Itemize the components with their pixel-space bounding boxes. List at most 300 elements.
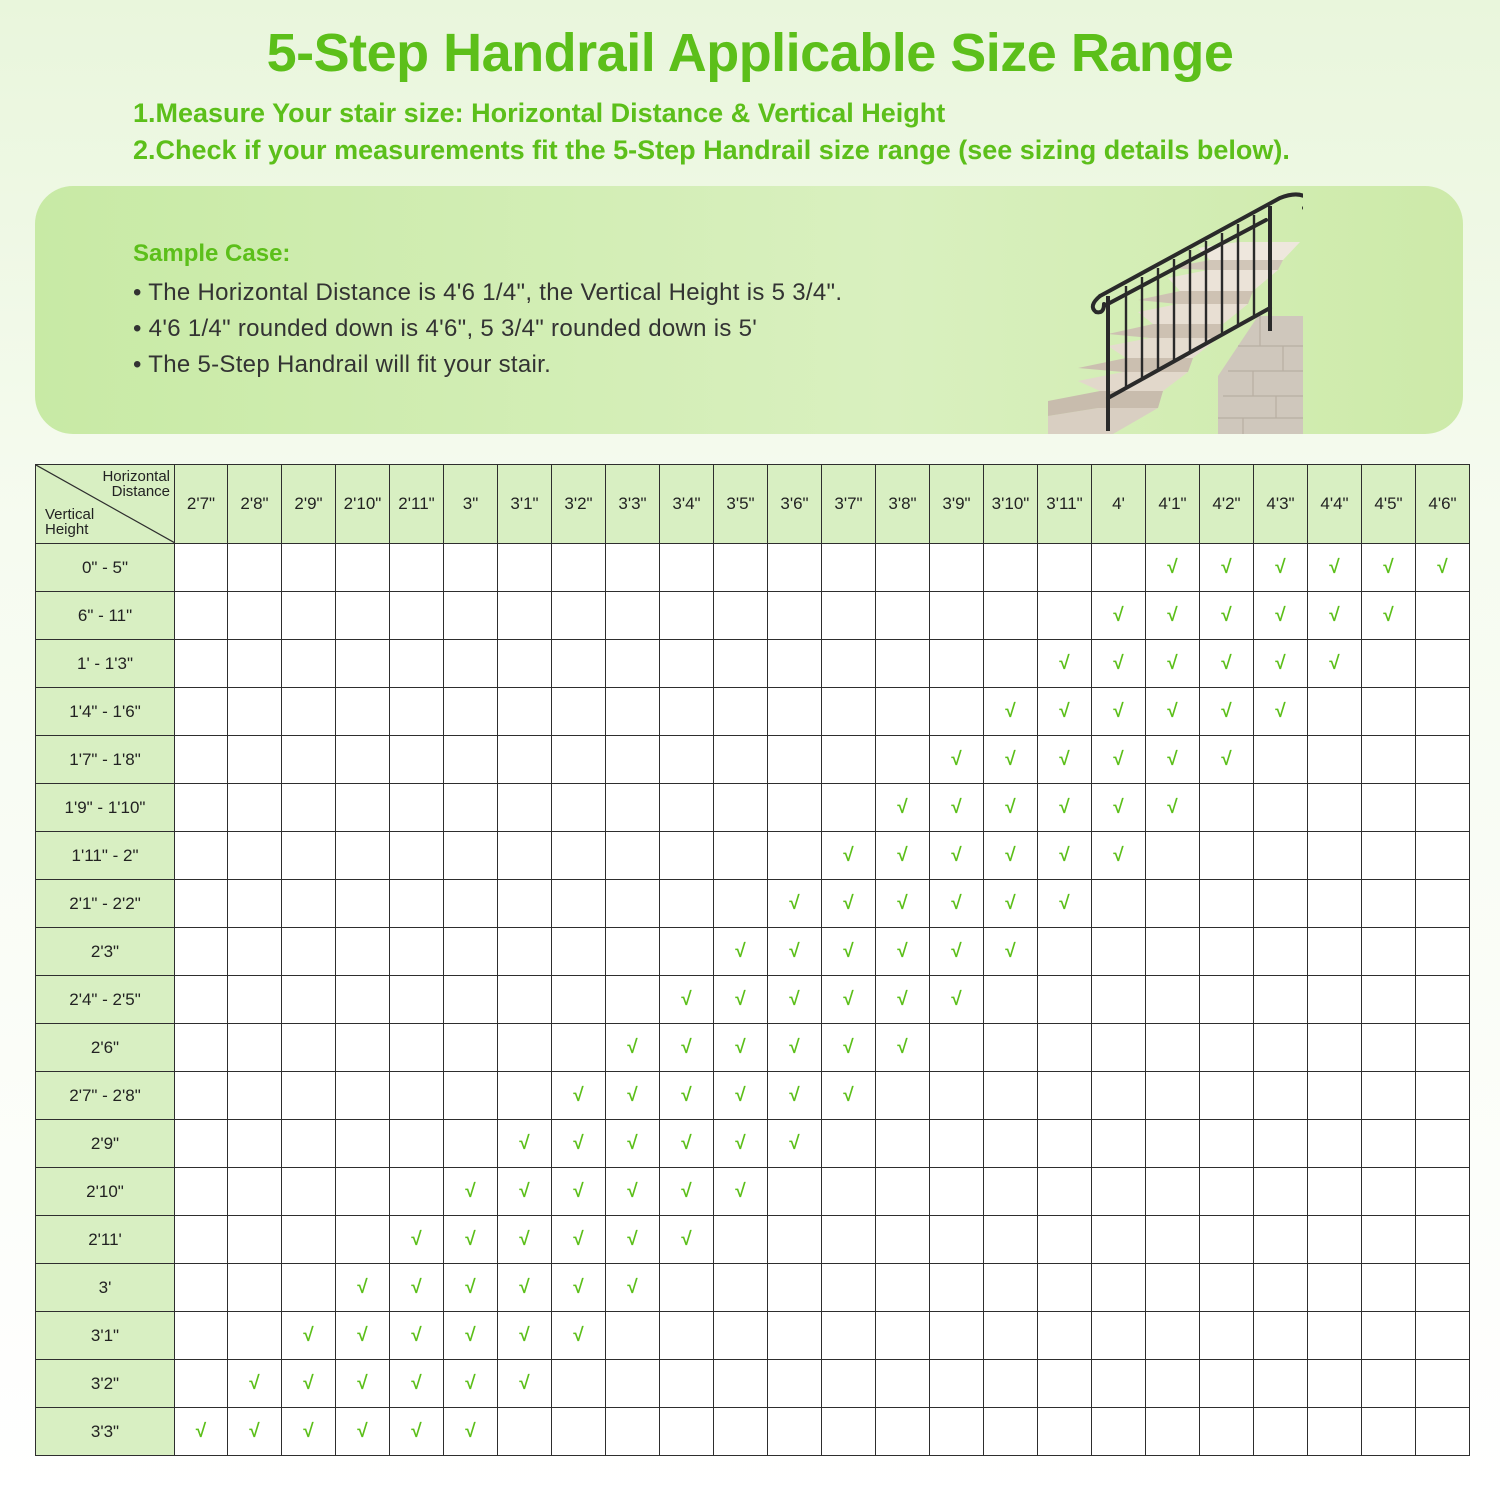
table-cell bbox=[660, 1312, 714, 1360]
table-cell bbox=[930, 1216, 984, 1264]
table-cell bbox=[390, 592, 444, 640]
table-cell bbox=[1092, 928, 1146, 976]
table-cell bbox=[660, 976, 714, 1024]
table-cell bbox=[1308, 784, 1362, 832]
table-cell bbox=[984, 688, 1038, 736]
table-cell bbox=[228, 880, 282, 928]
table-cell bbox=[1362, 880, 1416, 928]
table-cell bbox=[1416, 544, 1470, 592]
table-cell bbox=[336, 1120, 390, 1168]
table-cell bbox=[1146, 928, 1200, 976]
table-header-row bbox=[36, 465, 1470, 544]
table-cell bbox=[714, 1312, 768, 1360]
table-cell bbox=[175, 544, 228, 592]
table-row bbox=[36, 784, 1470, 832]
table-cell bbox=[606, 1360, 660, 1408]
column-header: 3'7" bbox=[822, 465, 876, 544]
table-cell bbox=[1308, 1120, 1362, 1168]
table-cell bbox=[1038, 1168, 1092, 1216]
table-cell bbox=[660, 1216, 714, 1264]
table-cell bbox=[390, 1360, 444, 1408]
table-cell bbox=[1308, 1264, 1362, 1312]
table-cell bbox=[876, 1120, 930, 1168]
table-cell bbox=[930, 736, 984, 784]
table-cell bbox=[336, 1024, 390, 1072]
table-cell bbox=[1254, 592, 1308, 640]
check-icon: √ bbox=[843, 988, 854, 1010]
table-cell bbox=[822, 1360, 876, 1408]
table-cell bbox=[714, 1360, 768, 1408]
check-icon: √ bbox=[1221, 700, 1232, 722]
table-cell bbox=[552, 688, 606, 736]
table-cell bbox=[552, 928, 606, 976]
table-cell bbox=[498, 1024, 552, 1072]
table-cell bbox=[1200, 688, 1254, 736]
table-cell bbox=[876, 1168, 930, 1216]
table-cell bbox=[175, 640, 228, 688]
check-icon: √ bbox=[1059, 892, 1070, 914]
table-cell bbox=[1146, 1312, 1200, 1360]
table-cell bbox=[660, 832, 714, 880]
table-cell bbox=[1038, 736, 1092, 784]
table-cell bbox=[606, 736, 660, 784]
table-cell bbox=[282, 544, 336, 592]
table-cell bbox=[444, 784, 498, 832]
table-cell bbox=[552, 592, 606, 640]
table-cell bbox=[552, 1312, 606, 1360]
table-cell bbox=[822, 1408, 876, 1456]
table-cell bbox=[1362, 928, 1416, 976]
table-cell bbox=[822, 1120, 876, 1168]
check-icon: √ bbox=[1005, 940, 1016, 962]
check-icon: √ bbox=[411, 1420, 422, 1442]
table-cell bbox=[336, 640, 390, 688]
table-cell bbox=[175, 592, 228, 640]
check-icon: √ bbox=[1059, 700, 1070, 722]
table-cell bbox=[1092, 976, 1146, 1024]
column-header: 2'10" bbox=[336, 465, 390, 544]
table-cell bbox=[930, 1072, 984, 1120]
table-cell bbox=[1308, 736, 1362, 784]
table-cell bbox=[606, 592, 660, 640]
check-icon: √ bbox=[411, 1372, 422, 1394]
table-cell bbox=[1362, 784, 1416, 832]
table-cell bbox=[984, 1216, 1038, 1264]
check-icon: √ bbox=[1437, 556, 1448, 578]
table-cell bbox=[498, 928, 552, 976]
check-icon: √ bbox=[1167, 556, 1178, 578]
table-row bbox=[36, 640, 1470, 688]
table-cell bbox=[444, 928, 498, 976]
table-cell bbox=[1146, 1168, 1200, 1216]
table-cell bbox=[1416, 1216, 1470, 1264]
table-cell bbox=[1092, 592, 1146, 640]
table-cell bbox=[282, 688, 336, 736]
table-cell bbox=[714, 976, 768, 1024]
instruction-step-2: 2.Check if your measurements fit the 5-Step Handrail size range (see sizing details below). bbox=[133, 135, 1290, 165]
check-icon: √ bbox=[411, 1324, 422, 1346]
table-cell bbox=[1416, 832, 1470, 880]
check-icon: √ bbox=[843, 1084, 854, 1106]
check-icon: √ bbox=[951, 892, 962, 914]
table-cell bbox=[930, 1312, 984, 1360]
column-header: 2'9" bbox=[282, 465, 336, 544]
table-cell bbox=[822, 1072, 876, 1120]
table-cell bbox=[390, 784, 444, 832]
check-icon: √ bbox=[519, 1132, 530, 1154]
table-row bbox=[36, 1408, 1470, 1456]
table-cell bbox=[876, 1408, 930, 1456]
table-cell bbox=[1416, 880, 1470, 928]
table-cell bbox=[336, 1312, 390, 1360]
check-icon: √ bbox=[789, 1132, 800, 1154]
table-row bbox=[36, 928, 1470, 976]
table-cell bbox=[1092, 1408, 1146, 1456]
check-icon: √ bbox=[627, 1036, 638, 1058]
table-cell bbox=[1308, 928, 1362, 976]
check-icon: √ bbox=[465, 1324, 476, 1346]
table-cell bbox=[984, 976, 1038, 1024]
column-header: 4'5" bbox=[1362, 465, 1416, 544]
table-cell bbox=[552, 832, 606, 880]
table-cell bbox=[1254, 688, 1308, 736]
table-cell bbox=[876, 832, 930, 880]
table-cell bbox=[228, 640, 282, 688]
check-icon: √ bbox=[411, 1276, 422, 1298]
table-cell bbox=[336, 592, 390, 640]
table-cell bbox=[552, 1360, 606, 1408]
table-cell bbox=[498, 592, 552, 640]
table-cell bbox=[1200, 1024, 1254, 1072]
table-cell bbox=[228, 544, 282, 592]
check-icon: √ bbox=[1167, 604, 1178, 626]
table-cell bbox=[1362, 1024, 1416, 1072]
table-cell bbox=[1038, 928, 1092, 976]
table-cell bbox=[390, 1072, 444, 1120]
table-cell bbox=[498, 1264, 552, 1312]
table-cell bbox=[876, 1360, 930, 1408]
table-cell bbox=[552, 1264, 606, 1312]
table-cell bbox=[984, 928, 1038, 976]
table-cell bbox=[444, 544, 498, 592]
table-cell bbox=[1362, 688, 1416, 736]
table-cell bbox=[984, 640, 1038, 688]
table-cell bbox=[498, 736, 552, 784]
check-icon: √ bbox=[1005, 700, 1016, 722]
table-cell bbox=[552, 544, 606, 592]
table-cell bbox=[1092, 688, 1146, 736]
table-cell bbox=[984, 1312, 1038, 1360]
table-cell bbox=[175, 880, 228, 928]
check-icon: √ bbox=[897, 892, 908, 914]
table-cell bbox=[1038, 1312, 1092, 1360]
table-cell bbox=[606, 928, 660, 976]
table-cell bbox=[552, 880, 606, 928]
check-icon: √ bbox=[1329, 604, 1340, 626]
table-cell bbox=[390, 544, 444, 592]
table-cell bbox=[175, 832, 228, 880]
table-cell bbox=[175, 1216, 228, 1264]
table-cell bbox=[1254, 1072, 1308, 1120]
row-header: 2'9" bbox=[36, 1120, 175, 1168]
table-cell bbox=[822, 688, 876, 736]
table-cell bbox=[1092, 640, 1146, 688]
check-icon: √ bbox=[1275, 604, 1286, 626]
column-header: 3'1" bbox=[498, 465, 552, 544]
check-icon: √ bbox=[411, 1228, 422, 1250]
table-cell bbox=[768, 880, 822, 928]
check-icon: √ bbox=[843, 1036, 854, 1058]
check-icon: √ bbox=[1167, 700, 1178, 722]
table-cell bbox=[1254, 976, 1308, 1024]
table-cell bbox=[390, 640, 444, 688]
table-cell bbox=[552, 1408, 606, 1456]
table-cell bbox=[228, 1216, 282, 1264]
column-header: 3'5" bbox=[714, 465, 768, 544]
check-icon: √ bbox=[735, 940, 746, 962]
table-cell bbox=[1038, 640, 1092, 688]
table-cell bbox=[1362, 1072, 1416, 1120]
table-cell bbox=[282, 1216, 336, 1264]
table-cell bbox=[660, 880, 714, 928]
table-cell bbox=[498, 1408, 552, 1456]
table-cell bbox=[498, 976, 552, 1024]
table-cell bbox=[1416, 1168, 1470, 1216]
check-icon: √ bbox=[735, 1132, 746, 1154]
table-cell bbox=[1362, 1120, 1416, 1168]
table-cell bbox=[1254, 1216, 1308, 1264]
table-cell bbox=[1092, 736, 1146, 784]
row-header: 2'7" - 2'8" bbox=[36, 1072, 175, 1120]
table-cell bbox=[660, 736, 714, 784]
table-cell bbox=[228, 832, 282, 880]
table-cell bbox=[1254, 1312, 1308, 1360]
table-cell bbox=[1038, 880, 1092, 928]
table-cell bbox=[1362, 1216, 1416, 1264]
row-header: 2'4" - 2'5" bbox=[36, 976, 175, 1024]
table-cell bbox=[606, 1120, 660, 1168]
table-body bbox=[36, 544, 1470, 1456]
table-row bbox=[36, 1024, 1470, 1072]
table-cell bbox=[282, 1312, 336, 1360]
check-icon: √ bbox=[1275, 556, 1286, 578]
table-cell bbox=[175, 688, 228, 736]
table-cell bbox=[390, 1408, 444, 1456]
table-cell bbox=[1200, 1072, 1254, 1120]
row-header: 2'6" bbox=[36, 1024, 175, 1072]
row-header: 3'2" bbox=[36, 1360, 175, 1408]
table-cell bbox=[822, 784, 876, 832]
table-cell bbox=[1362, 592, 1416, 640]
check-icon: √ bbox=[249, 1372, 260, 1394]
table-cell bbox=[660, 1168, 714, 1216]
table-cell bbox=[660, 1264, 714, 1312]
table-cell bbox=[768, 1360, 822, 1408]
check-icon: √ bbox=[303, 1420, 314, 1442]
column-header: 2'7" bbox=[175, 465, 228, 544]
table-cell bbox=[876, 1312, 930, 1360]
table-cell bbox=[1308, 1024, 1362, 1072]
table-cell bbox=[822, 880, 876, 928]
table-cell bbox=[498, 544, 552, 592]
check-icon: √ bbox=[897, 844, 908, 866]
table-cell bbox=[552, 640, 606, 688]
table-cell bbox=[1092, 1024, 1146, 1072]
check-icon: √ bbox=[1383, 556, 1394, 578]
table-cell bbox=[930, 1264, 984, 1312]
check-icon: √ bbox=[681, 1228, 692, 1250]
table-cell bbox=[336, 736, 390, 784]
table-cell bbox=[1254, 880, 1308, 928]
column-header: 3'2" bbox=[552, 465, 606, 544]
table-cell bbox=[1254, 1360, 1308, 1408]
table-cell bbox=[768, 592, 822, 640]
table-cell bbox=[714, 1408, 768, 1456]
check-icon: √ bbox=[1221, 556, 1232, 578]
table-cell bbox=[768, 640, 822, 688]
table-cell bbox=[228, 688, 282, 736]
table-cell bbox=[336, 1168, 390, 1216]
table-cell bbox=[768, 784, 822, 832]
check-icon: √ bbox=[573, 1324, 584, 1346]
check-icon: √ bbox=[1059, 652, 1070, 674]
table-cell bbox=[282, 832, 336, 880]
table-cell bbox=[606, 784, 660, 832]
table-cell bbox=[984, 832, 1038, 880]
table-cell bbox=[984, 1024, 1038, 1072]
table-cell bbox=[606, 544, 660, 592]
table-cell bbox=[282, 784, 336, 832]
check-icon: √ bbox=[519, 1324, 530, 1346]
table-cell bbox=[444, 1360, 498, 1408]
table-cell bbox=[984, 1408, 1038, 1456]
table-cell bbox=[444, 688, 498, 736]
sample-case-line: • 4'6 1/4" rounded down is 4'6", 5 3/4" rounded down is 5' bbox=[133, 315, 758, 342]
table-cell bbox=[660, 592, 714, 640]
check-icon: √ bbox=[1221, 652, 1232, 674]
check-icon: √ bbox=[681, 1036, 692, 1058]
table-cell bbox=[1038, 592, 1092, 640]
check-icon: √ bbox=[465, 1372, 476, 1394]
table-cell bbox=[444, 1024, 498, 1072]
table-cell bbox=[714, 1264, 768, 1312]
table-cell bbox=[228, 1168, 282, 1216]
table-cell bbox=[444, 640, 498, 688]
table-cell bbox=[714, 832, 768, 880]
check-icon: √ bbox=[843, 940, 854, 962]
check-icon: √ bbox=[951, 940, 962, 962]
corner-horizontal-label: Horizontal Distance bbox=[102, 468, 170, 500]
check-icon: √ bbox=[465, 1180, 476, 1202]
table-cell bbox=[1038, 1024, 1092, 1072]
table-cell bbox=[228, 784, 282, 832]
table-cell bbox=[336, 784, 390, 832]
table-cell bbox=[876, 544, 930, 592]
sample-case-line: • The 5-Step Handrail will fit your stair. bbox=[133, 351, 552, 378]
table-cell bbox=[1038, 832, 1092, 880]
table-cell bbox=[444, 880, 498, 928]
table-cell bbox=[930, 1360, 984, 1408]
table-cell bbox=[876, 1264, 930, 1312]
table-cell bbox=[984, 1072, 1038, 1120]
table-cell bbox=[1416, 928, 1470, 976]
table-cell bbox=[1416, 1408, 1470, 1456]
page-title: 5-Step Handrail Applicable Size Range bbox=[266, 23, 1234, 83]
table-cell bbox=[336, 976, 390, 1024]
table-cell bbox=[444, 1408, 498, 1456]
check-icon: √ bbox=[1329, 652, 1340, 674]
column-header: 3'9" bbox=[930, 465, 984, 544]
table-cell bbox=[606, 1216, 660, 1264]
table-cell bbox=[876, 976, 930, 1024]
table-row bbox=[36, 1312, 1470, 1360]
table-cell bbox=[390, 832, 444, 880]
table-cell bbox=[444, 1264, 498, 1312]
check-icon: √ bbox=[465, 1228, 476, 1250]
table-row bbox=[36, 544, 1470, 592]
column-header: 4'6" bbox=[1416, 465, 1470, 544]
table-cell bbox=[1092, 1168, 1146, 1216]
table-row bbox=[36, 1360, 1470, 1408]
table-cell bbox=[984, 784, 1038, 832]
table-cell bbox=[876, 1216, 930, 1264]
table-cell bbox=[714, 1024, 768, 1072]
check-icon: √ bbox=[357, 1276, 368, 1298]
table-row bbox=[36, 1120, 1470, 1168]
row-header: 0" - 5" bbox=[36, 544, 175, 592]
table-cell bbox=[606, 976, 660, 1024]
check-icon: √ bbox=[249, 1420, 260, 1442]
table-cell bbox=[1200, 1168, 1254, 1216]
table-cell bbox=[1254, 1168, 1308, 1216]
table-row bbox=[36, 592, 1470, 640]
table-cell bbox=[714, 544, 768, 592]
table-cell bbox=[175, 1120, 228, 1168]
row-header: 1'7" - 1'8" bbox=[36, 736, 175, 784]
table-cell bbox=[390, 976, 444, 1024]
table-cell bbox=[660, 1120, 714, 1168]
column-header: 4' bbox=[1092, 465, 1146, 544]
table-cell bbox=[1038, 1264, 1092, 1312]
table-cell bbox=[660, 640, 714, 688]
stair-handrail-illustration bbox=[1038, 186, 1303, 434]
table-cell bbox=[768, 976, 822, 1024]
table-cell bbox=[876, 592, 930, 640]
table-cell bbox=[336, 1408, 390, 1456]
table-cell bbox=[175, 736, 228, 784]
check-icon: √ bbox=[465, 1420, 476, 1442]
table-cell bbox=[1146, 640, 1200, 688]
table-cell bbox=[282, 1072, 336, 1120]
check-icon: √ bbox=[789, 940, 800, 962]
check-icon: √ bbox=[573, 1180, 584, 1202]
table-cell bbox=[876, 880, 930, 928]
table-cell bbox=[984, 880, 1038, 928]
check-icon: √ bbox=[195, 1420, 207, 1442]
check-icon: √ bbox=[789, 1084, 800, 1106]
table-cell bbox=[498, 880, 552, 928]
table-cell bbox=[768, 1168, 822, 1216]
table-cell bbox=[606, 880, 660, 928]
table-cell bbox=[1200, 736, 1254, 784]
table-cell bbox=[228, 1408, 282, 1456]
check-icon: √ bbox=[627, 1132, 638, 1154]
table-cell bbox=[1362, 1264, 1416, 1312]
table-cell bbox=[660, 928, 714, 976]
table-cell bbox=[930, 640, 984, 688]
table-cell bbox=[498, 1216, 552, 1264]
table-cell bbox=[660, 1360, 714, 1408]
